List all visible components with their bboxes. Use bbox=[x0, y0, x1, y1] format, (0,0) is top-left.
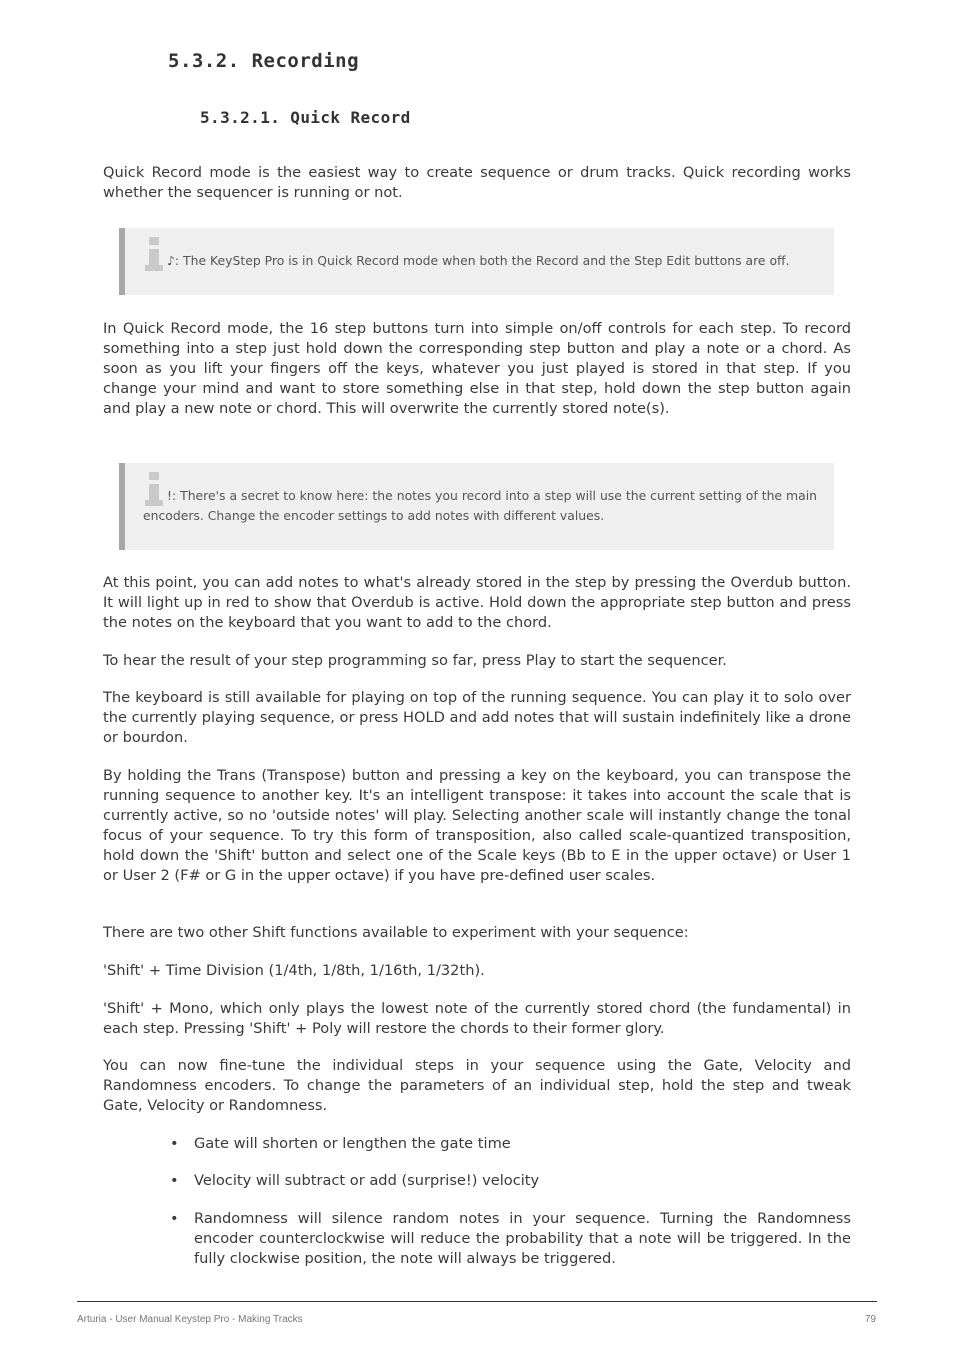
footer-title: Arturia - User Manual Keystep Pro - Making Tracks bbox=[77, 1314, 303, 1325]
paragraph-shift-functions: There are two other Shift functions available to experiment with your sequence: bbox=[103, 924, 689, 941]
footer-divider bbox=[77, 1301, 877, 1302]
bullet-mark: • bbox=[170, 1172, 179, 1189]
paragraph-play: To hear the result of your step programming so far, press Play to start the sequencer. bbox=[103, 652, 727, 669]
info-note-text: ♪: The KeyStep Pro is in Quick Record mode when both the Record and the Step Edit buttons are off. bbox=[167, 253, 790, 268]
paragraph-mono: 'Shift' + Mono, which only plays the lowest note of the currently stored chord (the fundamental) in each step. Pressing 'Shift' + Poly will restore the chords to their former glory. bbox=[103, 1000, 851, 1037]
info-note-text: !: There's a secret to know here: the notes you record into a step will use the current setting of the main encoders. Change the encoder settings to add notes with different values. bbox=[143, 488, 817, 523]
info-note-secret bbox=[119, 463, 834, 550]
page-number: 79 bbox=[864, 1314, 876, 1325]
section-heading: 5.3.2. Recording bbox=[168, 50, 360, 72]
subsection-heading: 5.3.2.1. Quick Record bbox=[200, 108, 411, 127]
info-note-quick-record bbox=[119, 228, 834, 295]
paragraph-step-buttons: In Quick Record mode, the 16 step buttons turn into simple on/off controls for each step. To record something into a step just hold down the corresponding step button and play a note or a chord. As soon as you lift your fingers off the keys, whatever you just played is stored in that step. If you change your mind and want to store something else in that step, hold down the step button again and play a new note or chord. This will overwrite the currently stored note(s). bbox=[103, 320, 851, 417]
paragraph-intro: Quick Record mode is the easiest way to create sequence or drum tracks. Quick recording works whether the sequencer is running or not. bbox=[103, 164, 851, 201]
bullet-mark: • bbox=[170, 1210, 179, 1227]
paragraph-fine-tune: You can now fine-tune the individual steps in your sequence using the Gate, Velocity and Randomness encoders. To change the parameters of an individual step, hold the step and tweak Gate, Velocity or Randomness. bbox=[103, 1057, 851, 1114]
paragraph-transpose: By holding the Trans (Transpose) button and pressing a key on the keyboard, you can transpose the running sequence to another key. It's an intelligent transpose: it takes into account the scale that is currently active, so no 'outside notes' will play. Selecting another scale will instantly change the tonal focus of your sequence. To try this form of transposition, also called scale-quantized transposition, hold down the 'Shift' button and select one of the Scale keys (Bb to E in the upper octave) or User 1 or User 2 (F# or G in the upper octave) if you have pre-defined user scales. bbox=[103, 767, 851, 884]
list-item: • Velocity will subtract or add (surprise!) velocity bbox=[170, 1172, 540, 1189]
bullet-mark: • bbox=[170, 1135, 179, 1152]
paragraph-overdub: At this point, you can add notes to what's already stored in the step by pressing the Overdub button. It will light up in red to show that Overdub is active. Hold down the appropriate step button and press the notes on the keyboard that you want to add to the chord. bbox=[103, 574, 851, 631]
paragraph-time-division: 'Shift' + Time Division (1/4th, 1/8th, 1/16th, 1/32th). bbox=[103, 962, 485, 979]
list-item: • Randomness will silence random notes in your sequence. Turning the Randomness encoder counterclockwise will reduce the probability that a note will be triggered. In the fully clockwise position, the note will always be triggered. bbox=[170, 1210, 851, 1267]
paragraph-keyboard: The keyboard is still available for playing on top of the running sequence. You can play it to solo over the currently playing sequence, or press HOLD and add notes that will sustain indefinitely like a drone or bourdon. bbox=[103, 689, 851, 746]
list-item: • Gate will shorten or lengthen the gate time bbox=[170, 1135, 511, 1152]
